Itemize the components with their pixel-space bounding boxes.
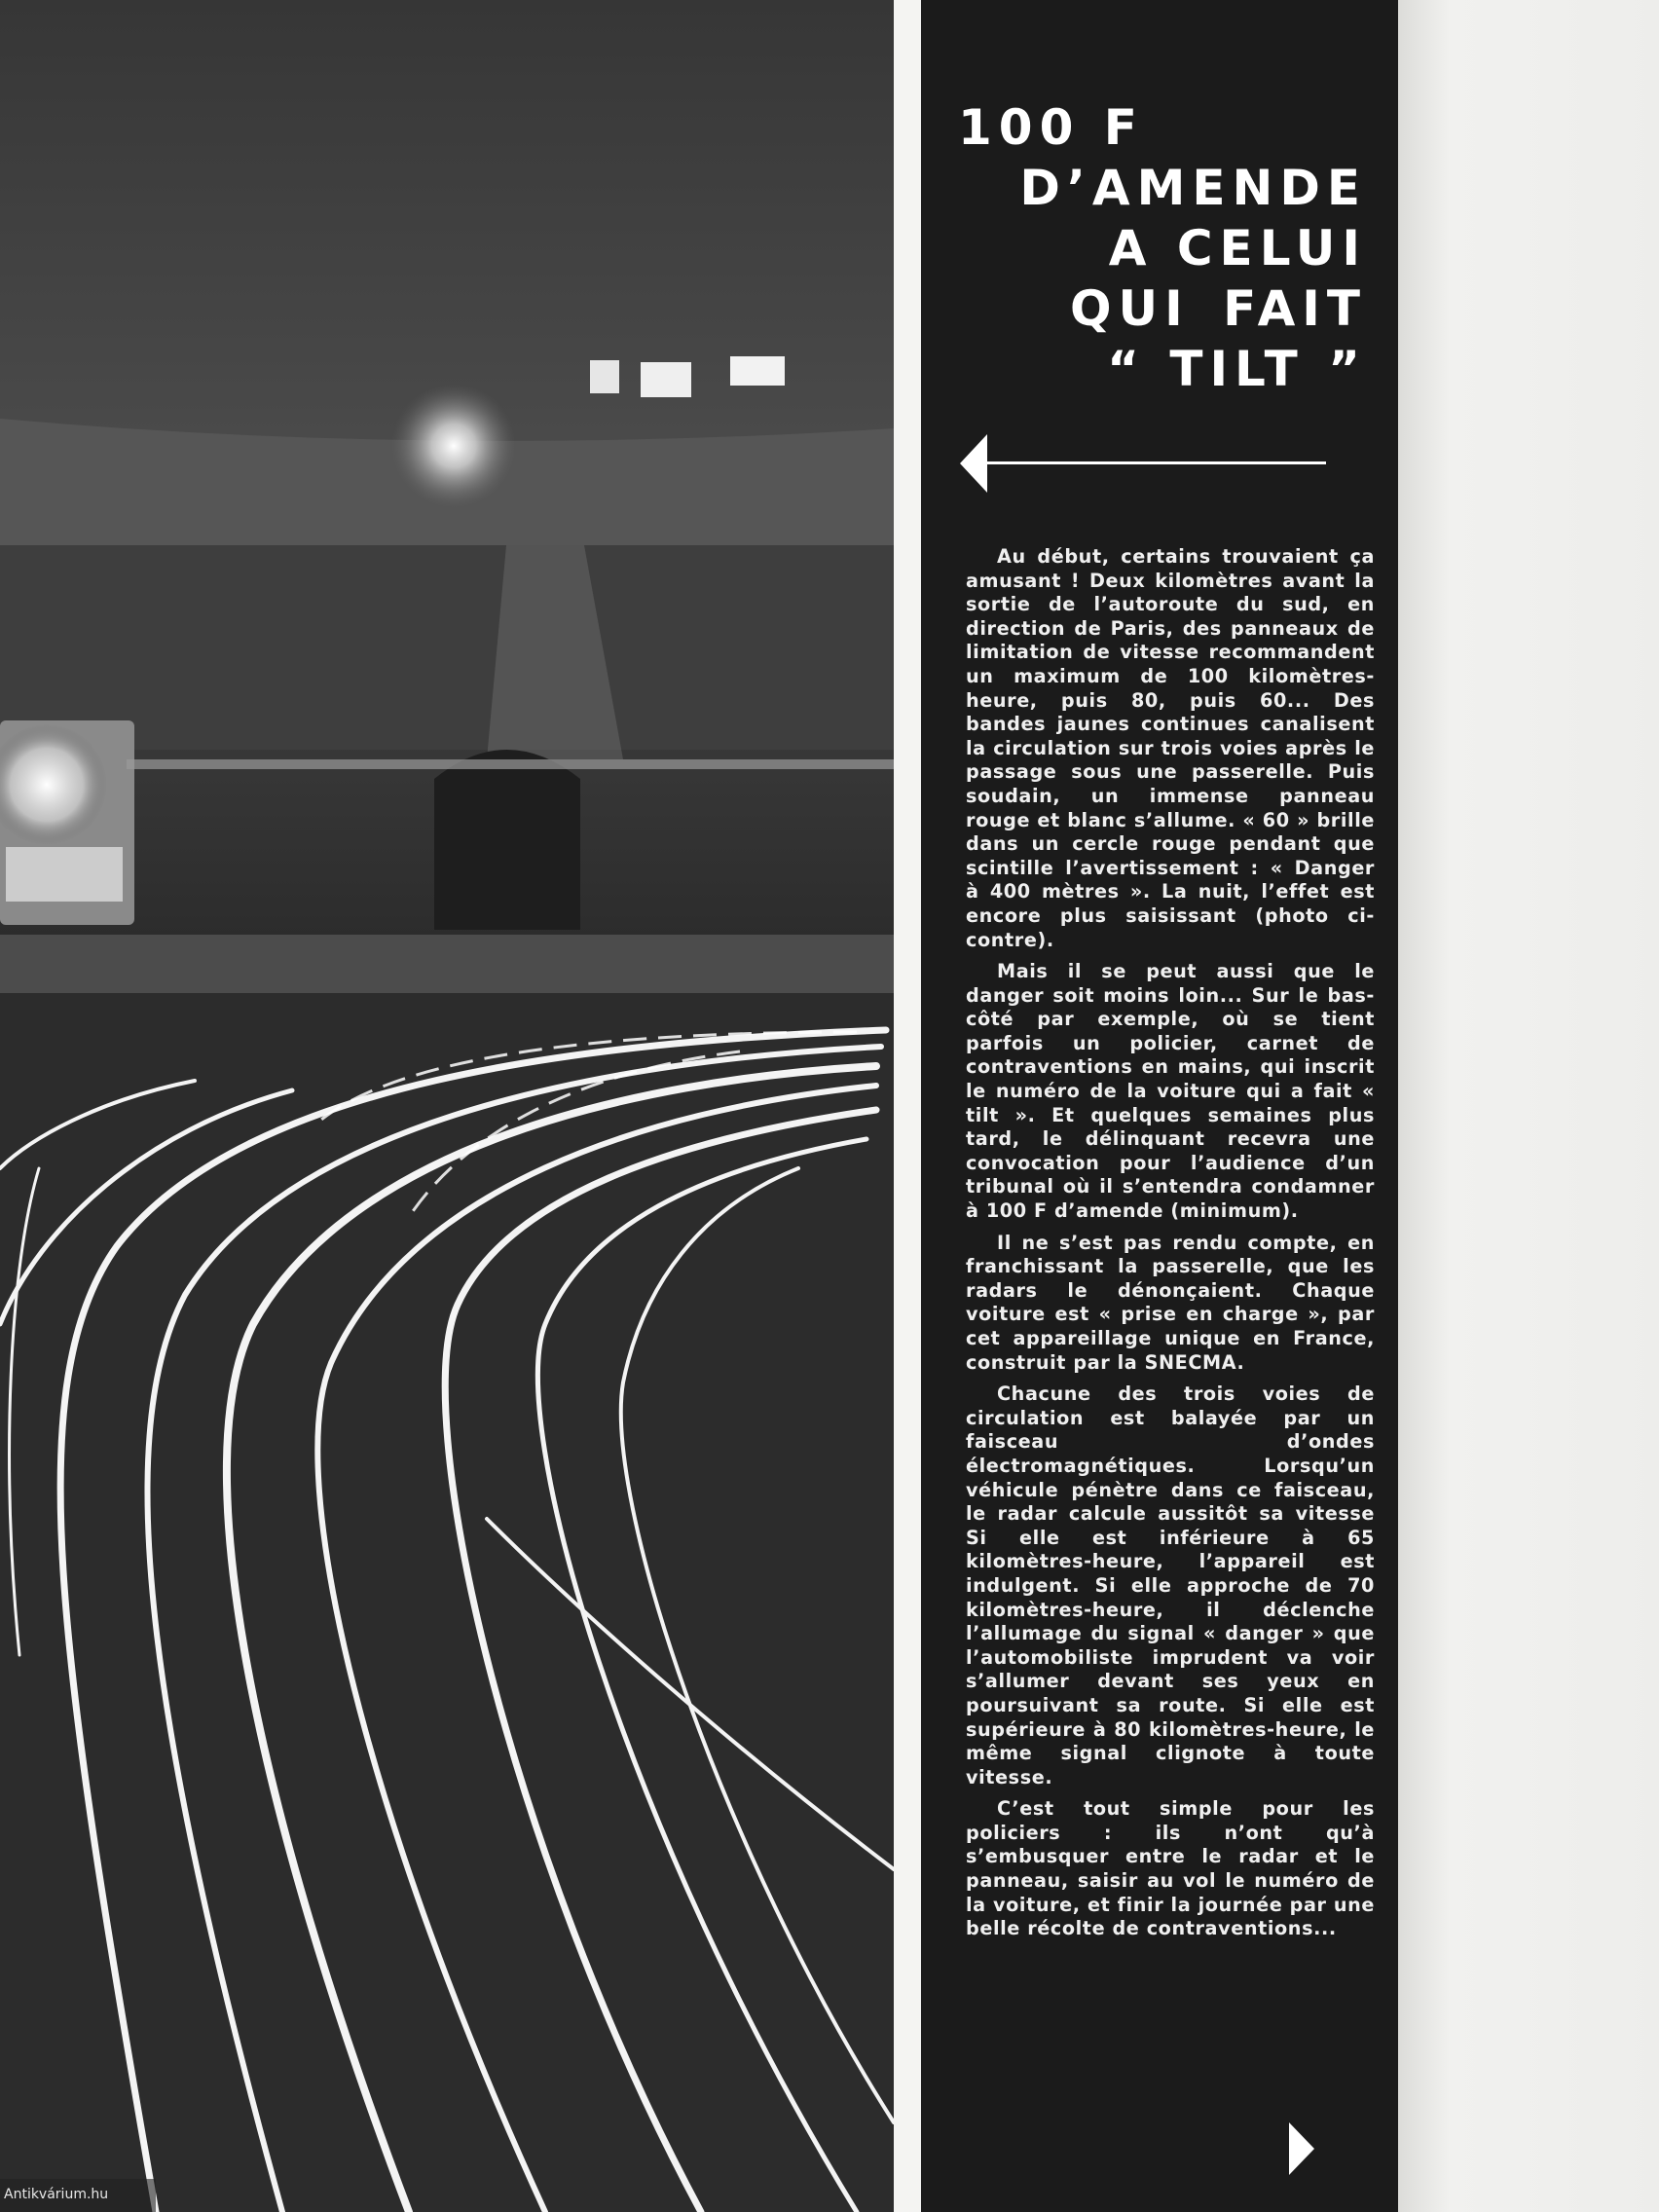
article-paragraph: Au début, certains trouvaient ça amusant ! Deux kilomètres avant la sortie de l’autoroute du sud, en direction de Paris, des panneaux de limitation de vitesse recommandent un maximum de 100 kilomètres-heure, puis 80, puis 60... Des bandes jaunes continues canalisent la circulation sur trois voies après le passage sous une passerelle. Puis soudain, un immense panneau rouge et blanc s’allume. « 60 » brille dans un cercle rouge pendant que scintille l’avertissement : « Danger à 400 mètres ». La nuit, l’effet est encore plus saisissant (photo ci-contre). — [966, 545, 1375, 951]
guard-rail — [127, 759, 894, 769]
headline-line: A CELUI — [1108, 220, 1367, 276]
window-light — [590, 360, 619, 393]
headline-line: 100 F — [958, 99, 1144, 156]
headline — [958, 97, 1367, 399]
page-gutter — [894, 0, 921, 2212]
overpass-shadow — [0, 545, 894, 750]
article-body — [966, 545, 1375, 1949]
article-paragraph: Il ne s’est pas rendu compte, en franchissant la passerelle, que les radars le dénonçaient. Chaque voiture est « prise en charge », par cet appareillage unique en France, construit par la SNECMA. — [966, 1231, 1375, 1374]
headline-line: “ TILT ” — [1107, 341, 1367, 397]
barrier-wall — [0, 935, 894, 993]
headline-line: D’AMENDE — [1019, 160, 1367, 216]
article-paragraph: Chacune des trois voies de circulation est balayée par un faisceau d’ondes électromagnétiques. Lorsqu’un véhicule pénètre dans ce faisceau, le radar calcule aussitôt sa vitesse Si elle est inférieure à 65 kilomètres-heure, l’appareil est indulgent. Si elle approche de 70 kilomètres-heure, il déclenche l’allumage du signal « danger » que l’automobiliste imprudent va voir s’allumer devant ses yeux en poursuivant sa route. Si elle est supérieure à 80 kilomètres-heure, le même signal clignote à toute vitesse. — [966, 1382, 1375, 1788]
article-paragraph: Mais il se peut aussi que le danger soit moins loin... Sur le bas-côté par exemple, où se tient parfois un policier, carnet de contraventions en mains, qui inscrit le numéro de la voiture qui a fait « tilt ». Et quelques semaines plus tard, le délinquant recevra une convocation pour l’audience d’un tribunal où il s’entendra condamner à 100 F d’amende (minimum). — [966, 960, 1375, 1223]
window-light — [641, 362, 691, 397]
article-paragraph: C’est tout simple pour les policiers : ils n’ont qu’à s’embusquer entre le radar et le panneau, saisir au vol le numéro de la voiture, et finir la journée par une belle récolte de contraventions... — [966, 1797, 1375, 1940]
headline-line: QUI FAIT — [1070, 280, 1367, 337]
road-sign-text-area — [6, 847, 123, 902]
tunnel-arch — [434, 750, 580, 930]
right-triangle-icon[interactable] — [1287, 2122, 1316, 2175]
paper-margin — [1398, 0, 1659, 2212]
watermark-text: Antikvárium.hu — [4, 2187, 109, 2202]
road-surface — [0, 993, 894, 2212]
window-light — [730, 356, 785, 386]
street-lamp — [391, 384, 516, 508]
article-column — [921, 0, 1398, 2212]
left-arrow-icon — [960, 432, 1326, 495]
